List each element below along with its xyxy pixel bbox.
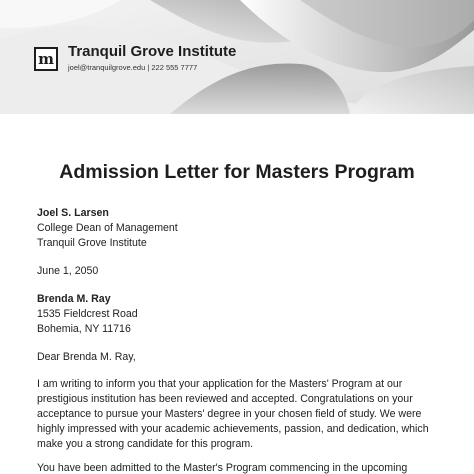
paragraph-line: highly impressed with your academic achievements, passion, and dedication, which <box>37 423 429 435</box>
date-text: June 1, 2050 <box>37 265 99 277</box>
paragraph-line: acceptance to pursue your Masters' degree in your chosen field of study. We were <box>37 408 422 420</box>
institute-contact: joel@tranquilgrove.edu | 222 555 7777 <box>68 63 198 72</box>
paragraph-line: You have been admitted to the Master's Program commencing in the upcoming <box>37 462 408 474</box>
sender-position: College Dean of Management <box>37 222 178 234</box>
letter-date <box>37 264 447 279</box>
salutation <box>37 350 447 365</box>
salutation-text: Dear Brenda M. Ray, <box>37 351 136 363</box>
paragraph-line: prestigious institution has been reviewed and accepted. Congratulations on your <box>37 393 413 405</box>
paragraph-1 <box>37 377 447 452</box>
institute-name: Tranquil Grove Institute <box>68 43 237 60</box>
letter-title: Admission Letter for Masters Program <box>59 161 415 183</box>
paragraph-2 <box>37 461 447 474</box>
institute-logo: m <box>34 47 58 71</box>
recipient-name: Brenda M. Ray <box>37 293 111 305</box>
sender-organization: Tranquil Grove Institute <box>37 237 147 249</box>
sender-name: Joel S. Larsen <box>37 207 109 219</box>
recipient-street: 1535 Fieldcrest Road <box>37 308 138 320</box>
recipient-city: Bohemia, NY 11716 <box>37 323 131 335</box>
paragraph-line: make you a strong candidate for this program. <box>37 438 254 450</box>
sender-block <box>37 206 447 251</box>
recipient-block <box>37 292 447 337</box>
paragraph-line: I am writing to inform you that your application for the Masters' Program at our <box>37 378 403 390</box>
